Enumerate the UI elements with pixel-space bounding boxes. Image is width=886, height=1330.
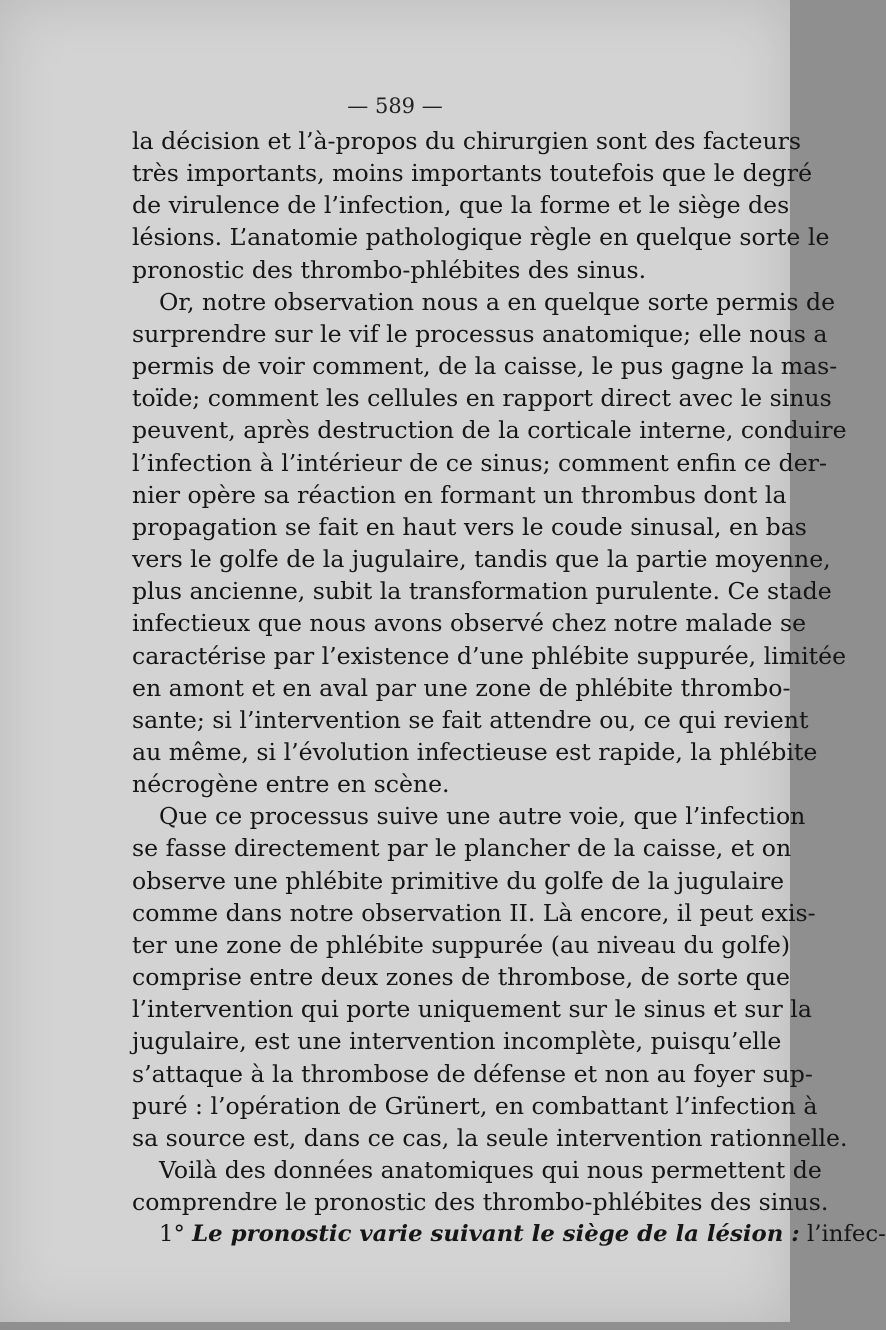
text-line: comprendre le pronostic des thrombo-phlébites des sinus. (132, 1188, 829, 1217)
body-text (132, 125, 886, 1250)
text-line: caractérise par l’existence d’une phlébite suppurée, limitée (132, 641, 847, 670)
text-line: sante; si l’intervention se fait attendre ou, ce qui revient (132, 705, 809, 734)
text-line: comme dans notre observation II. Là encore, il peut exis- (132, 898, 816, 927)
paragraph (132, 800, 848, 1154)
text-line: pronostic des thrombo-phlébites des sinus. (132, 255, 647, 284)
text-line: nier opère sa réaction en formant un thrombus dont la (132, 480, 787, 509)
section-title: Le pronostic varie suivant le siège de la lésion : (192, 1221, 800, 1248)
text-line: Voilà des données anatomiques qui nous permettent de (159, 1156, 822, 1184)
text-line: s’attaque à la thrombose de défense et non au foyer sup- (132, 1059, 813, 1088)
text-line: nécrogène entre en scène. (132, 770, 450, 799)
text-line: l’infection à l’intérieur de ce sinus; comment enfin ce der- (132, 448, 827, 477)
text-line: Que ce processus suive une autre voie, que l’infection (159, 802, 806, 831)
section-number: 1° (159, 1221, 185, 1248)
text-line: ter une zone de phlébite suppurée (au niveau du golfe) (132, 930, 791, 959)
text-line: vers le golfe de la jugulaire, tandis que la partie moyenne, (132, 545, 831, 574)
text-line: permis de voir comment, de la caisse, le pus gagne la mas- (132, 352, 838, 381)
paragraph (132, 1154, 829, 1218)
page-number: — 589 — (347, 94, 443, 118)
text-line: très importants, moins importants toutefois que le degré (132, 159, 813, 188)
text-line: la décision et l’à-propos du chirurgien sont des facteurs (132, 127, 802, 155)
paragraph (132, 286, 847, 801)
text-line: toïde; comment les cellules en rapport direct avec le sinus (132, 384, 832, 413)
text-line: plus ancienne, subit la transformation purulente. Ce stade (132, 577, 832, 606)
text-line: propagation se fait en haut vers le coude sinusal, en bas (132, 512, 807, 541)
text-line: au même, si l’évolution infectieuse est rapide, la phlébite (132, 737, 818, 766)
text-line: sa source est, dans ce cas, la seule intervention rationnelle. (132, 1123, 848, 1152)
text-line: surprendre sur le vif le processus anatomique; elle nous a (132, 319, 828, 348)
text-line: infectieux que nous avons observé chez notre malade se (132, 609, 807, 638)
text-line: comprise entre deux zones de thrombose, de sorte que (132, 963, 790, 992)
text-line: en amont et en aval par une zone de phlébite thrombo- (132, 673, 791, 702)
text-line: de virulence de l’infection, que la forme et le siège des (132, 191, 790, 220)
text-line: puré : l’opération de Grünert, en combattant l’infection à (132, 1091, 818, 1120)
text-line: peuvent, après destruction de la corticale interne, conduire (132, 416, 847, 445)
text-line: se fasse directement par le plancher de la caisse, et on (132, 834, 792, 863)
paragraph (132, 125, 830, 286)
continuation-text: l’infec- (806, 1221, 886, 1248)
text-line: l’intervention qui porte uniquement sur le sinus et sur la (132, 995, 812, 1024)
text-line: lésions. L’anatomie pathologique règle en quelque sorte le (132, 223, 830, 252)
text-line: Or, notre observation nous a en quelque sorte permis de (159, 287, 836, 316)
section-heading-line (132, 1218, 886, 1250)
text-line: observe une phlébite primitive du golfe de la jugulaire (132, 866, 785, 895)
text-line: jugulaire, est une intervention incomplète, puisqu’elle (132, 1027, 782, 1056)
